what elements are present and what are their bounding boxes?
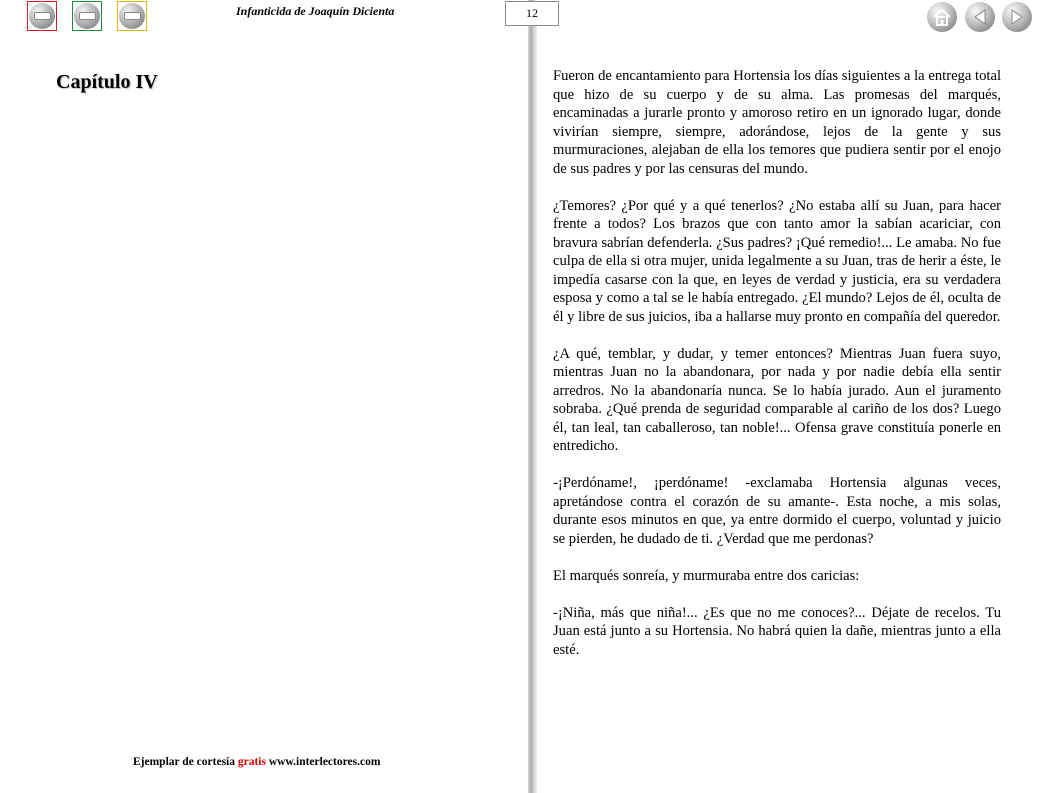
page-number: 12 xyxy=(505,1,559,26)
minus-icon xyxy=(29,3,55,29)
chapter-title: Capítulo IV xyxy=(56,71,158,93)
next-page-button[interactable] xyxy=(1002,2,1032,32)
left-page xyxy=(0,0,528,793)
minus-icon xyxy=(74,3,100,29)
chapter-text xyxy=(553,67,1001,678)
previous-page-button[interactable] xyxy=(965,2,995,32)
red-window-button[interactable] xyxy=(27,1,57,31)
paragraph: -¡Perdóname!, ¡perdóname! -exclamaba Hortensia algunas veces, apretándose contra el corazón de su amante-. Esta noche, a mis solas, durante esos minutos en que, ya entre dormido el cuerpo, voluntad y juicio se pierden, he dudado de ti. ¿Verdad que me perdonas? xyxy=(553,475,1001,547)
paragraph: ¿Temores? ¿Por qué y a qué tenerlos? ¿No estaba allí su Juan, para hacer frente a todos? Los brazos que con tanto amor la sabían acariciar, con bravura sabrían defenderla. ¿Sus padres? ¡Qué remedio!... Le amaba. No fue culpa de ella si otra mujer, unida legalmente a su Juan, tras de herir a éste, le impedía casarse con la que, en leyes de verdad y justicia, era su verdadera esposa y como a tal se le había entregado. ¿El mundo? Lejos de él, oculta de él y libre de sus juicios, iba a hallarse muy pronto en compañía del queredor. xyxy=(553,197,1001,325)
book-title: Infanticida de Joaquín Dicienta xyxy=(236,4,395,18)
paragraph: Fueron de encantamiento para Hortensia los días siguientes a la entrega total que hizo de su cuerpo y de su alma. Las promesas del marqués, encaminadas a jurarle pronto y amoroso retiro en un ignorado lugar, donde vivirían siempre, siempre, adorándose, lejos de la gente y sus murmuraciones, alejaban de ella los temores que pudiera sentir por el enojo de sus padres y por las censuras del mundo. xyxy=(553,68,1001,177)
minus-icon xyxy=(119,3,145,29)
footer-prefix: Ejemplar de cortesía xyxy=(133,756,235,768)
home-icon xyxy=(932,8,952,26)
arrow-right-icon xyxy=(1009,8,1025,26)
book-spine xyxy=(528,0,537,793)
footer-notice xyxy=(133,756,380,768)
footer-url[interactable]: www.interlectores.com xyxy=(268,756,381,768)
paragraph: El marqués sonreía, y murmuraba entre dos caricias: xyxy=(553,567,860,584)
paragraph: ¿A qué, temblar, y dudar, y temer entonces? Mientras Juan fuera suyo, mientras Juan no la abandonara, por nada y por nadie debía ella sentir arredros. No la abandonaría nunca. Se lo había jurado. Aun el juramento sobraba. ¿Qué prenda de seguridad comparable al cariño de los dos? Luego él, tan leal, tan caballeroso, tan noble!... Ofensa grave constituía ponerle en entredicho. xyxy=(553,345,1001,454)
footer-gratis: gratis xyxy=(237,756,266,768)
paragraph: -¡Niña, más que niña!... ¿Es que no me conoces?... Déjate de recelos. Tu Juan está junto a su Hortensia. No habrá quien la dañe, mientras junto a ella esté. xyxy=(553,604,1001,658)
green-window-button[interactable] xyxy=(72,1,102,31)
yellow-window-button[interactable] xyxy=(117,1,147,31)
home-button[interactable] xyxy=(927,2,957,32)
arrow-left-icon xyxy=(972,8,988,26)
